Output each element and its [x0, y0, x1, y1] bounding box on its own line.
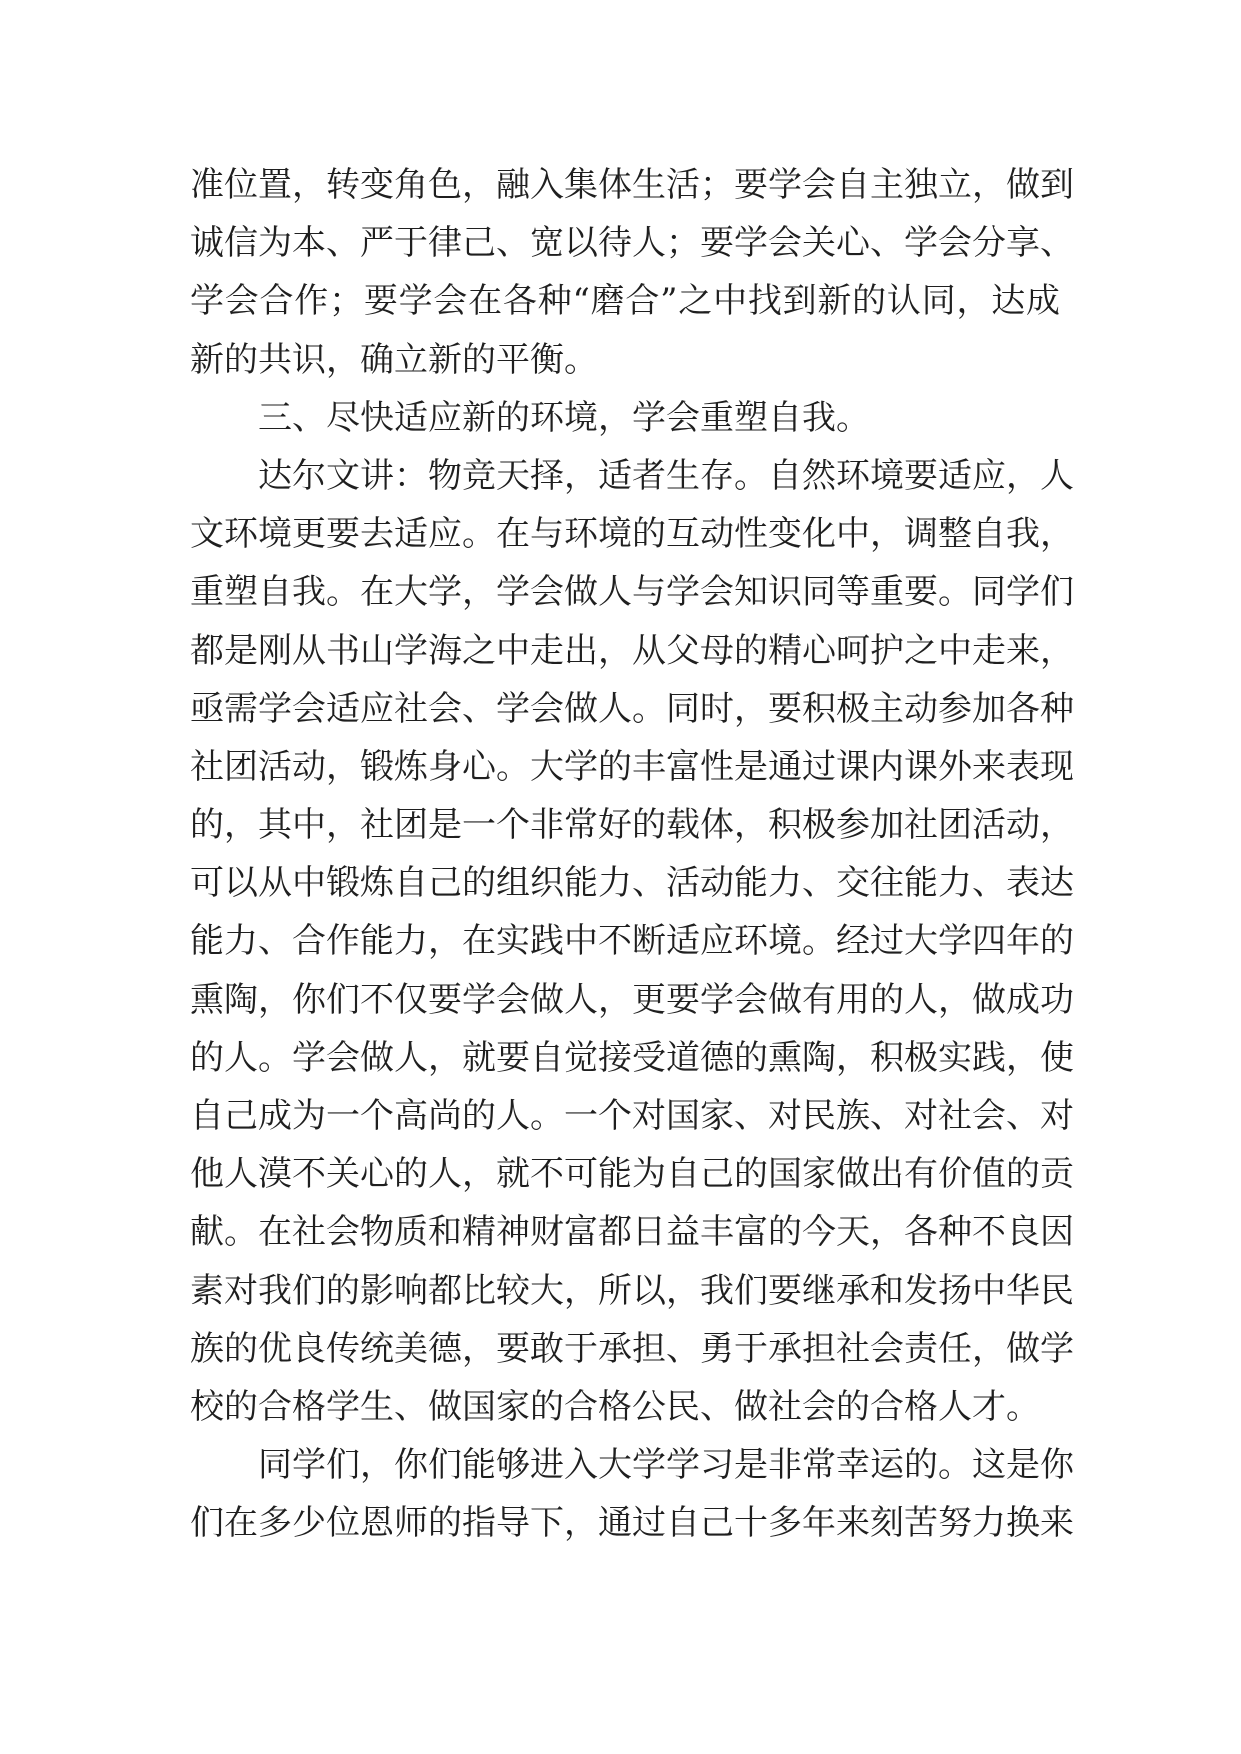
paragraph-darwin: [190, 447, 1074, 1436]
text-line: 他人漠不关心的人，就不可能为自己的国家做出有价值的贡: [190, 1154, 1074, 1195]
text-line: 学会合作；要学会在各种“磨合”之中找到新的认同，达成: [190, 281, 1060, 322]
text-line: 的，其中，社团是一个非常好的载体，积极参加社团活动，: [190, 805, 1074, 846]
section-heading: [190, 389, 1060, 447]
text-line: 校的合格学生、做国家的合格公民、做社会的合格人才。: [190, 1386, 1040, 1427]
paragraph-continuation: [190, 156, 1074, 389]
paragraph-students: [190, 1436, 1074, 1552]
text-line: 都是刚从书山学海之中走出，从父母的精心呵护之中走来，: [190, 630, 1074, 671]
text-line: 们在多少位恩师的指导下，通过自己十多年来刻苦努力换来: [190, 1503, 1074, 1544]
text-line: 自己成为一个高尚的人。一个对国家、对民族、对社会、对: [190, 1096, 1074, 1136]
text-line: 新的共识，确立新的平衡。: [190, 339, 598, 380]
text-line: 准位置，转变角色，融入集体生活；要学会自主独立，做到: [190, 165, 1074, 205]
text-line: 献。在社会物质和精神财富都日益丰富的今天，各种不良因: [190, 1212, 1074, 1253]
text-line: 能力、合作能力，在实践中不断适应环境。经过大学四年的: [190, 921, 1074, 962]
text-line: 亟需学会适应社会、学会做人。同时，要积极主动参加各种: [190, 688, 1074, 729]
text-line: 的人。学会做人，就要自觉接受道德的熏陶，积极实践，使: [190, 1037, 1074, 1078]
text-line: 文环境更要去适应。在与环境的互动性变化中，调整自我，: [190, 514, 1074, 555]
text-line: 达尔文讲：物竞天择，适者生存。自然环境要适应，人: [258, 455, 1074, 496]
text-line: 熏陶，你们不仅要学会做人，更要学会做有用的人，做成功: [190, 979, 1074, 1020]
text-line: 素对我们的影响都比较大，所以，我们要继承和发扬中华民: [190, 1270, 1074, 1311]
text-line: 族的优良传统美德，要敢于承担、勇于承担社会责任，做学: [190, 1328, 1074, 1369]
text-line: 可以从中锻炼自己的组织能力、活动能力、交往能力、表达: [190, 863, 1074, 904]
section-heading-text: 三、尽快适应新的环境，学会重塑自我。: [258, 397, 870, 438]
text-line: 重塑自我。在大学，学会做人与学会知识同等重要。同学们: [190, 572, 1074, 613]
text-line: 同学们，你们能够进入大学学习是非常幸运的。这是你: [258, 1445, 1074, 1486]
document-body: [190, 156, 1074, 1553]
text-line: 社团活动，锻炼身心。大学的丰富性是通过课内课外来表现: [190, 746, 1074, 787]
text-line: 诚信为本、严于律己、宽以待人；要学会关心、学会分享、: [190, 223, 1074, 264]
